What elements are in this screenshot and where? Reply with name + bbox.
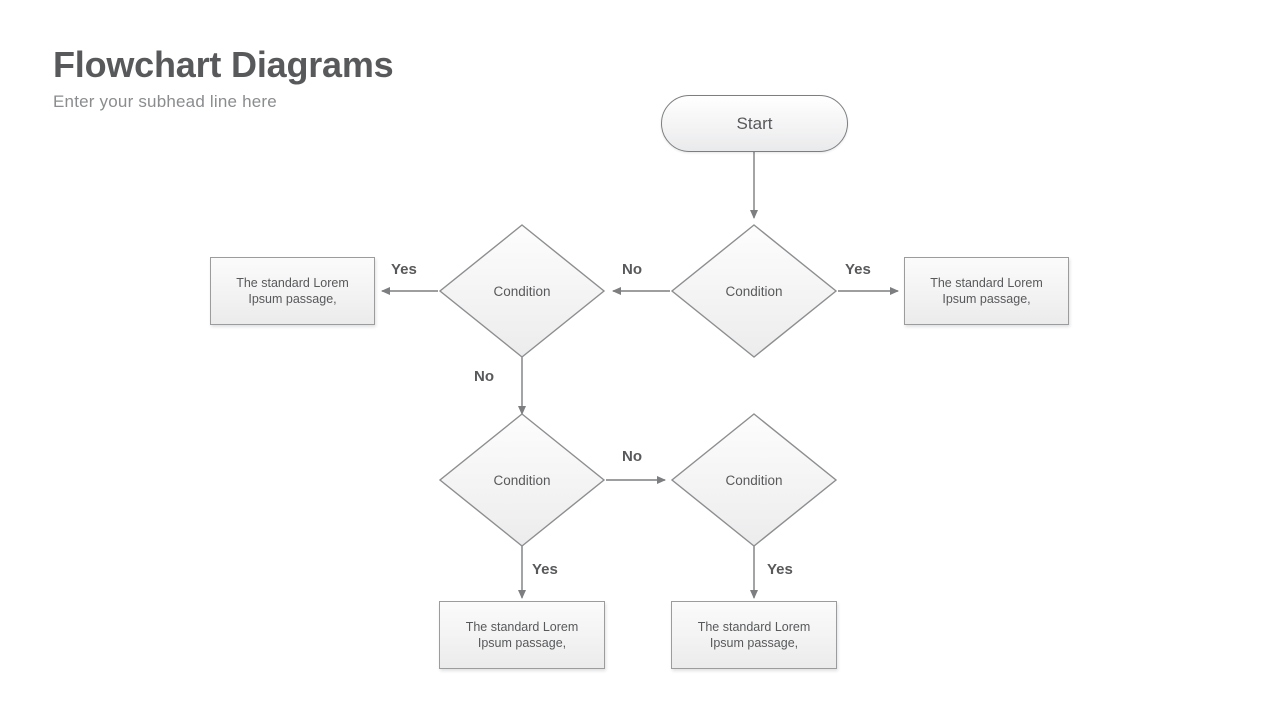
edge-label-bottomleft-yes: Yes <box>532 561 558 578</box>
edge-label-topleft-no: No <box>474 368 494 385</box>
node-condition-bottom-left-label: Condition <box>493 472 551 488</box>
node-process-right[interactable] <box>904 257 1069 325</box>
edge-label-topright-yes: Yes <box>845 261 871 278</box>
node-condition-bottom-left[interactable] <box>438 412 606 548</box>
node-process-bottom-left[interactable] <box>439 601 605 669</box>
node-process-bottom-right[interactable] <box>671 601 837 669</box>
edge-label-bottomleft-no: No <box>622 448 642 465</box>
node-condition-top-left[interactable] <box>438 223 606 359</box>
page-title: Flowchart Diagrams <box>53 44 394 85</box>
node-process-right-label: The standard Lorem Ipsum passage, <box>930 276 1043 306</box>
node-condition-top-right[interactable] <box>670 223 838 359</box>
node-condition-top-left-label: Condition <box>493 283 551 299</box>
node-start[interactable] <box>661 95 848 152</box>
node-condition-top-right-label: Condition <box>725 283 783 299</box>
edge-label-topright-no: No <box>622 261 642 278</box>
node-start-label: Start <box>736 113 773 133</box>
node-condition-bottom-right[interactable] <box>670 412 838 548</box>
node-process-bottom-left-label: The standard Lorem Ipsum passage, <box>465 620 579 650</box>
node-condition-bottom-right-label: Condition <box>725 472 783 488</box>
node-process-left[interactable] <box>210 257 375 325</box>
page-subtitle: Enter your subhead line here <box>53 92 277 111</box>
node-process-bottom-right-label: The standard Lorem Ipsum passage, <box>697 620 811 650</box>
node-process-left-label: The standard Lorem Ipsum passage, <box>236 276 349 306</box>
edge-label-topleft-yes: Yes <box>391 261 417 278</box>
edge-label-bottomright-yes: Yes <box>767 561 793 578</box>
